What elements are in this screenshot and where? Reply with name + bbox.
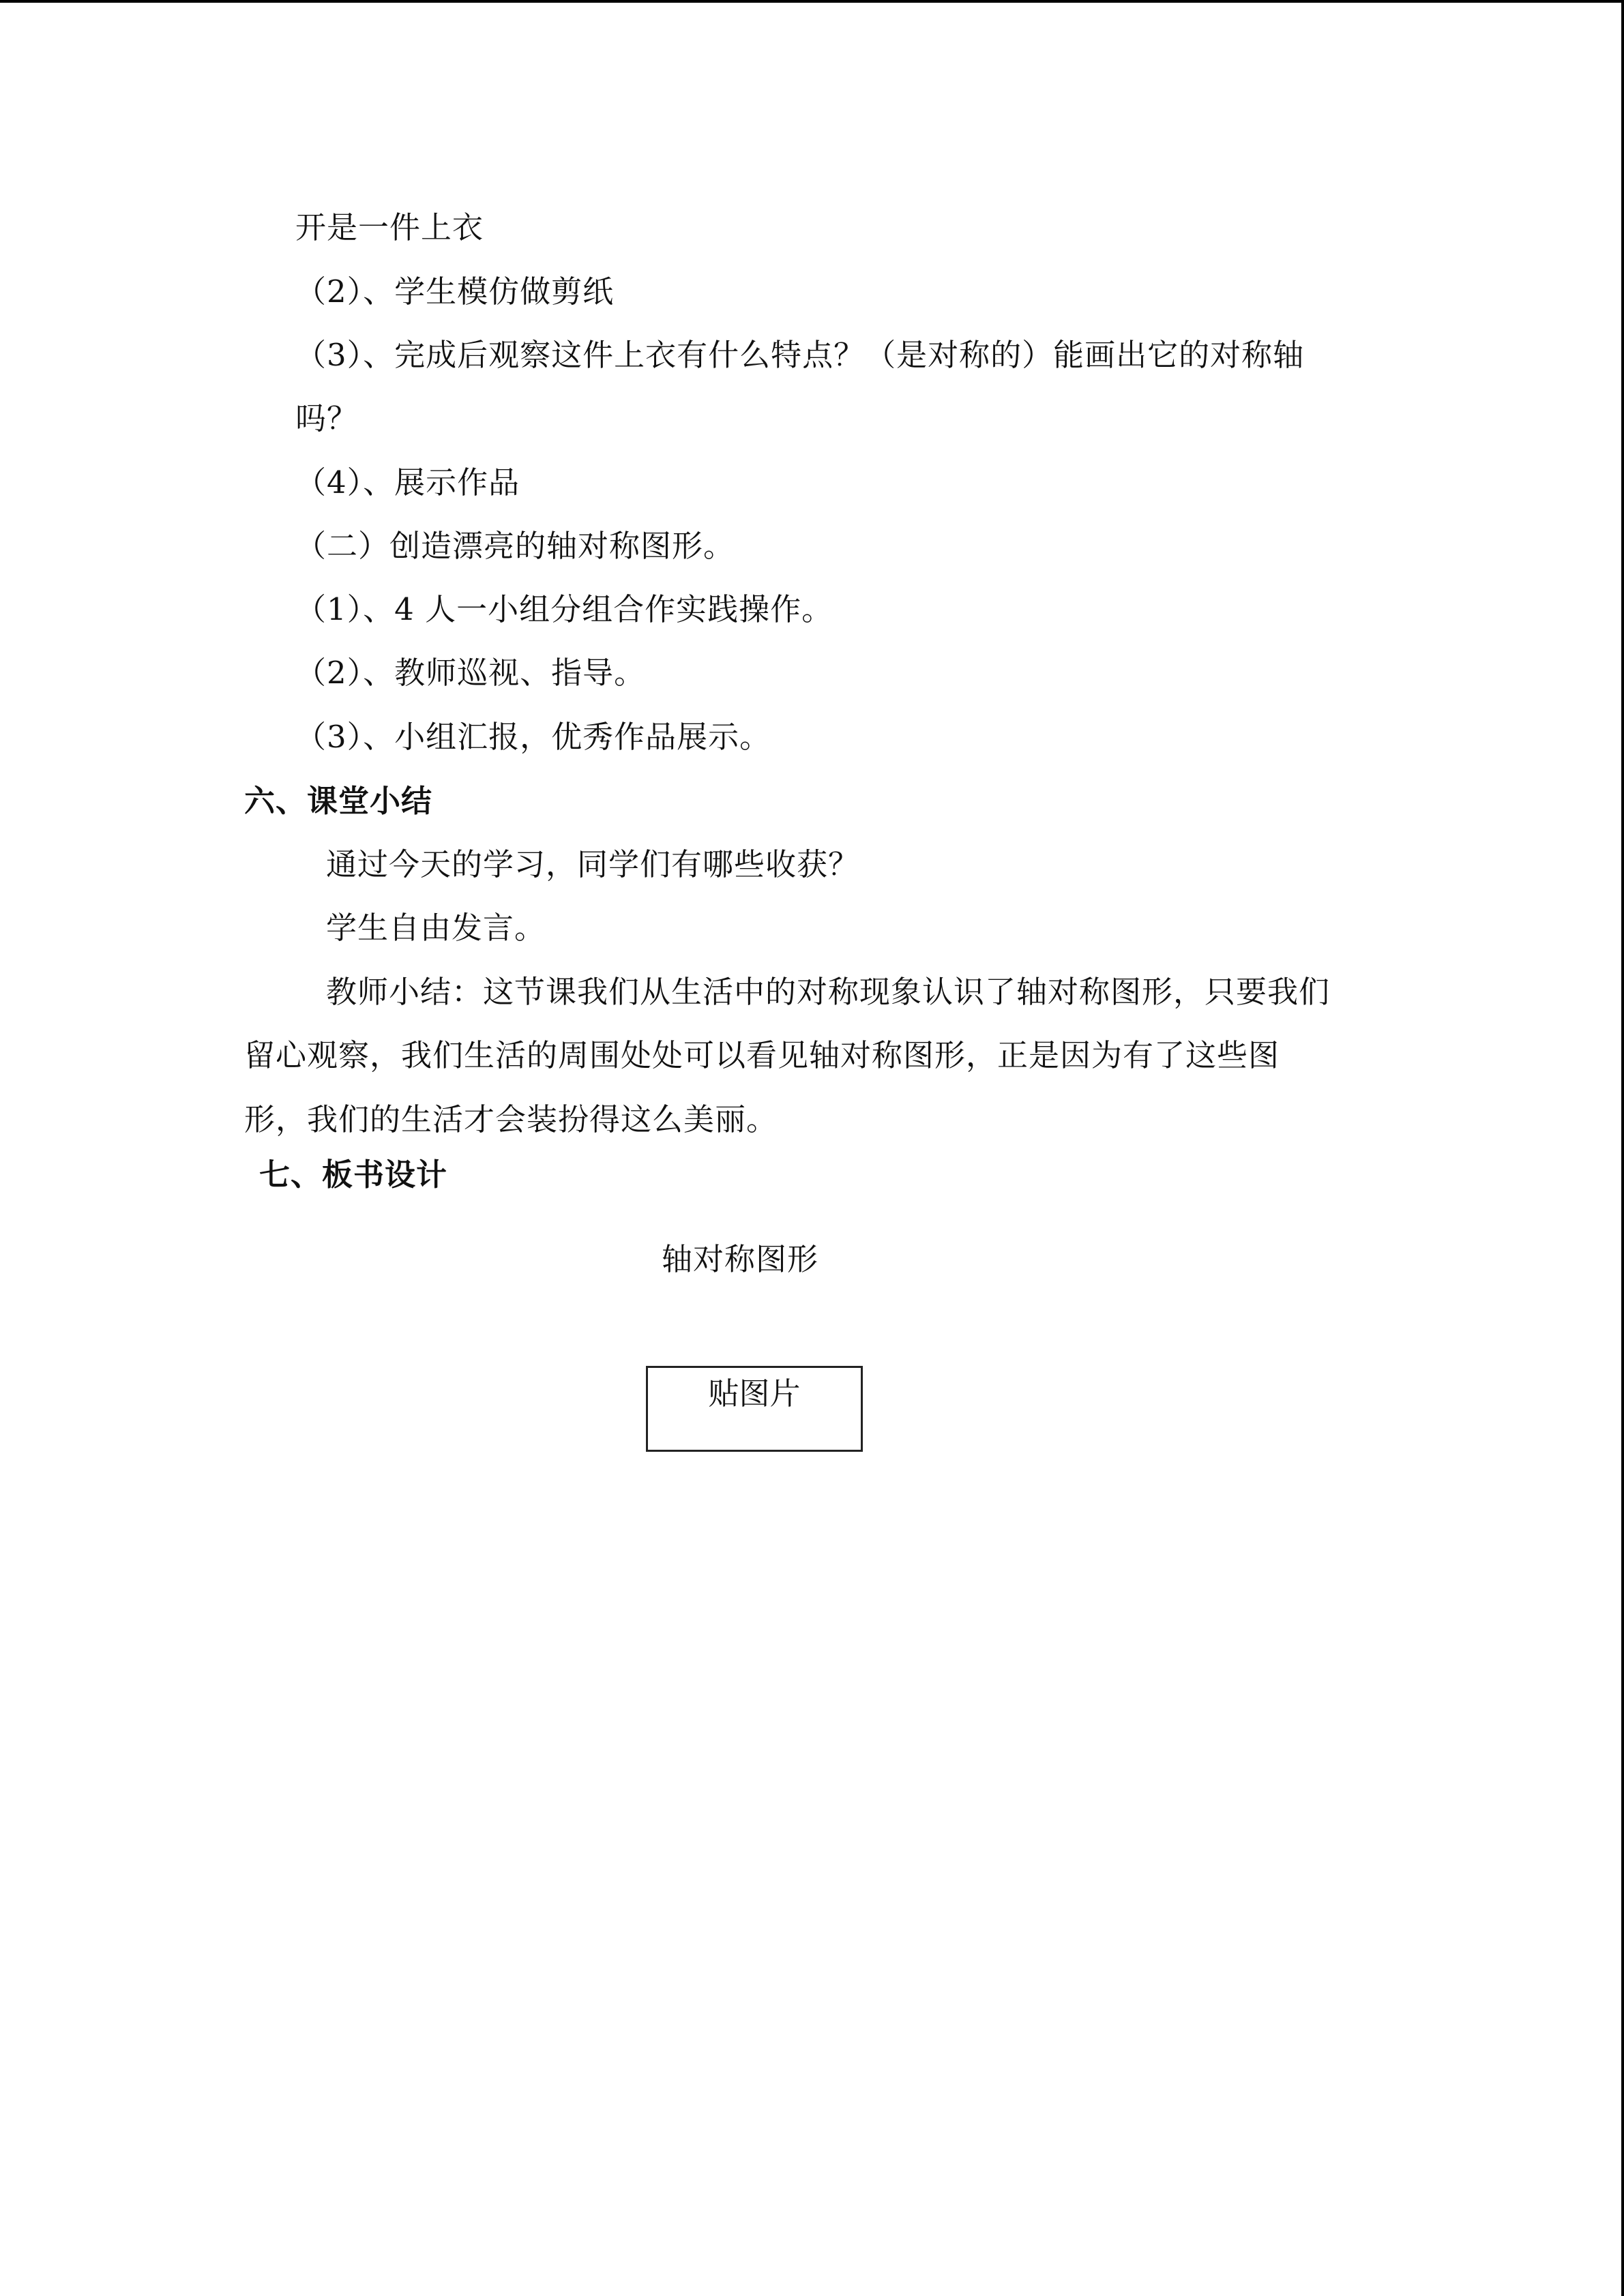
text-line: 开是一件上衣 (295, 209, 484, 245)
summary-line: 形，我们的生活才会装扮得这么美丽。 (244, 1101, 778, 1137)
text-line: （3）、小组汇报，优秀作品展示。 (295, 719, 771, 755)
page-top-border (0, 0, 1624, 3)
text-line: （3）、完成后观察这件上衣有什么特点？（是对称的）能画出它的对称轴 (295, 337, 1305, 373)
page-right-border (1621, 0, 1624, 2296)
summary-line: 教师小结：这节课我们从生活中的对称现象认识了轴对称图形，只要我们 (326, 974, 1331, 1010)
text-line: （2）、教师巡视、指导。 (295, 655, 646, 691)
text-line: （1）、4 人一小组分组合作实践操作。 (295, 591, 833, 627)
section-heading-summary: 六、课堂小结 (244, 783, 433, 819)
text-line: （4）、展示作品 (295, 464, 520, 501)
summary-line: 学生自由发言。 (326, 910, 546, 946)
summary-line: 通过今天的学习，同学们有哪些收获？ (326, 846, 860, 882)
summary-line: 留心观察，我们生活的周围处处可以看见轴对称图形，正是因为有了这些图 (244, 1037, 1280, 1073)
picture-placeholder-box (646, 1366, 863, 1452)
text-line: 吗？ (295, 400, 359, 436)
text-line: （二）创造漂亮的轴对称图形。 (295, 528, 735, 564)
picture-placeholder-label: 贴图片 (708, 1375, 801, 1412)
board-title: 轴对称图形 (662, 1241, 819, 1277)
section-heading-board: 七、板书设计 (259, 1157, 448, 1193)
text-line: （2）、学生模仿做剪纸 (295, 273, 615, 310)
